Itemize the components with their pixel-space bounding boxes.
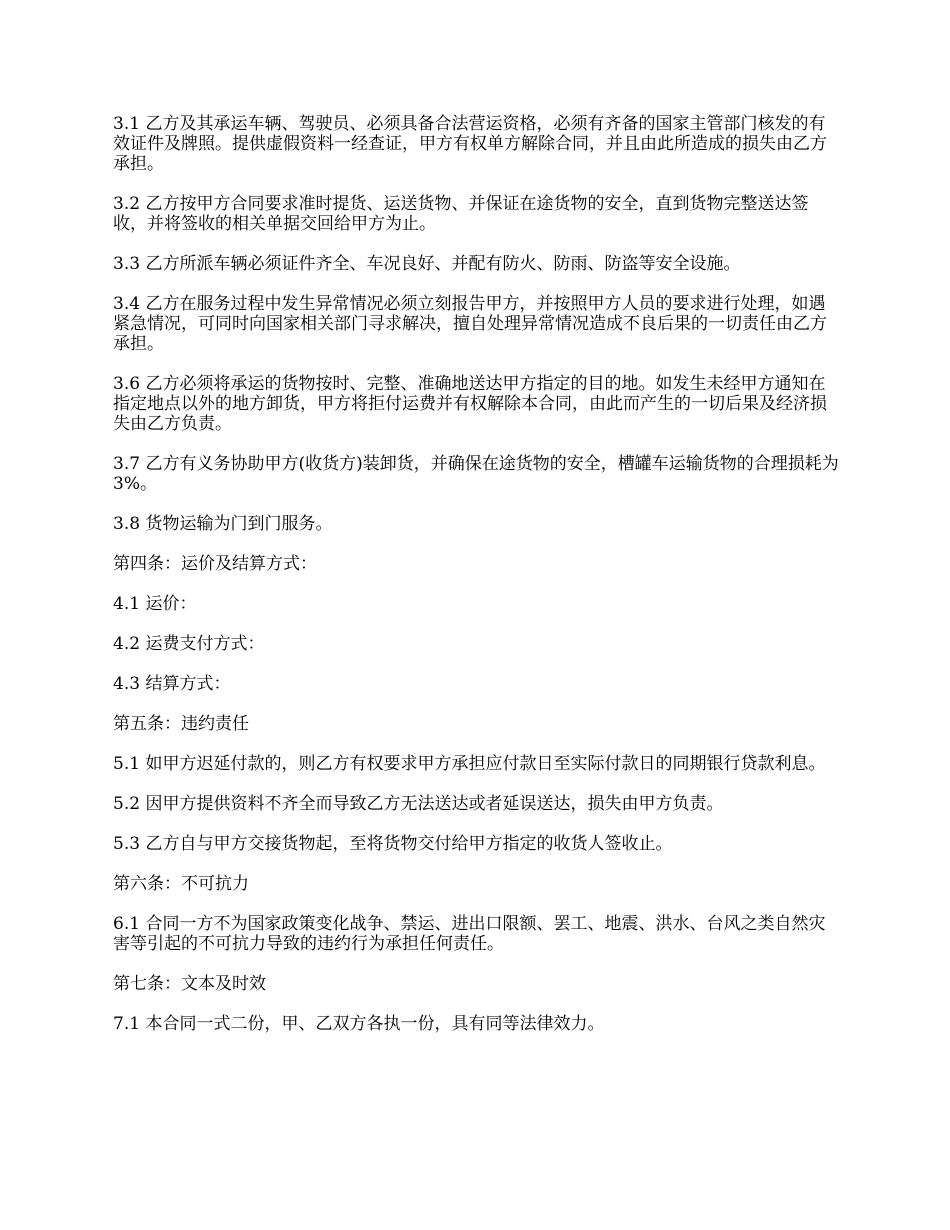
- clause-3-4: 3.4 乙方在服务过程中发生异常情况必须立刻报告甲方，并按照甲方人员的要求进行处理，如遇紧急情况，可同时向国家相关部门寻求解决，擅自处理异常情况造成不良后果的一切责任由乙方承担。: [113, 294, 827, 354]
- article-4-heading: 第四条：运价及结算方式：: [113, 554, 317, 574]
- clause-3-6: 3.6 乙方必须将承运的货物按时、完整、准确地送达甲方指定的目的地。如发生未经甲方通知在指定地点以外的地方卸货，甲方将拒付运费并有权解除本合同，由此而产生的一切后果及经济损失由乙方负责。: [113, 374, 827, 434]
- article-6-heading: 第六条：不可抗力: [113, 874, 249, 894]
- clause-5-1: 5.1 如甲方迟延付款的，则乙方有权要求甲方承担应付款日至实际付款日的同期银行贷款利息。: [113, 754, 826, 774]
- clause-3-2: 3.2 乙方按甲方合同要求准时提货、运送货物、并保证在途货物的安全，直到货物完整送达签收，并将签收的相关单据交回给甲方为止。: [113, 194, 809, 234]
- clause-6-1: 6.1 合同一方不为国家政策变化战争、禁运、进出口限额、罢工、地震、洪水、台风之类自然灾害等引起的不可抗力导致的违约行为承担任何责任。: [113, 914, 826, 954]
- clause-7-1: 7.1 本合同一式二份，甲、乙双方各执一份，具有同等法律效力。: [113, 1014, 605, 1034]
- clause-5-3: 5.3 乙方自与甲方交接货物起，至将货物交付给甲方指定的收货人签收止。: [113, 834, 673, 854]
- clause-4-1: 4.1 运价：: [113, 594, 197, 614]
- document-body: [113, 114, 840, 1054]
- clause-5-2: 5.2 因甲方提供资料不齐全而导致乙方无法送达或者延误送达，损失由甲方负责。: [113, 794, 724, 814]
- clause-3-8: 3.8 货物运输为门到门服务。: [113, 514, 333, 534]
- clause-3-7: 3.7 乙方有义务协助甲方(收货方)装卸货，并确保在途货物的安全，槽罐车运输货物的合理损耗为 3%。: [113, 454, 839, 494]
- clause-3-3: 3.3 乙方所派车辆必须证件齐全、车况良好、并配有防火、防雨、防盗等安全设施。: [113, 254, 741, 274]
- clause-3-1: 3.1 乙方及其承运车辆、驾驶员、必须具备合法营运资格，必须有齐备的国家主管部门核发的有效证件及牌照。提供虚假资料一经查证，甲方有权单方解除合同，并且由此所造成的损失由乙方承担。: [113, 114, 827, 174]
- article-5-heading: 第五条：违约责任: [113, 714, 249, 734]
- clause-4-2: 4.2 运费支付方式：: [113, 634, 265, 654]
- article-7-heading: 第七条：文本及时效: [113, 974, 266, 994]
- clause-4-3: 4.3 结算方式：: [113, 674, 231, 694]
